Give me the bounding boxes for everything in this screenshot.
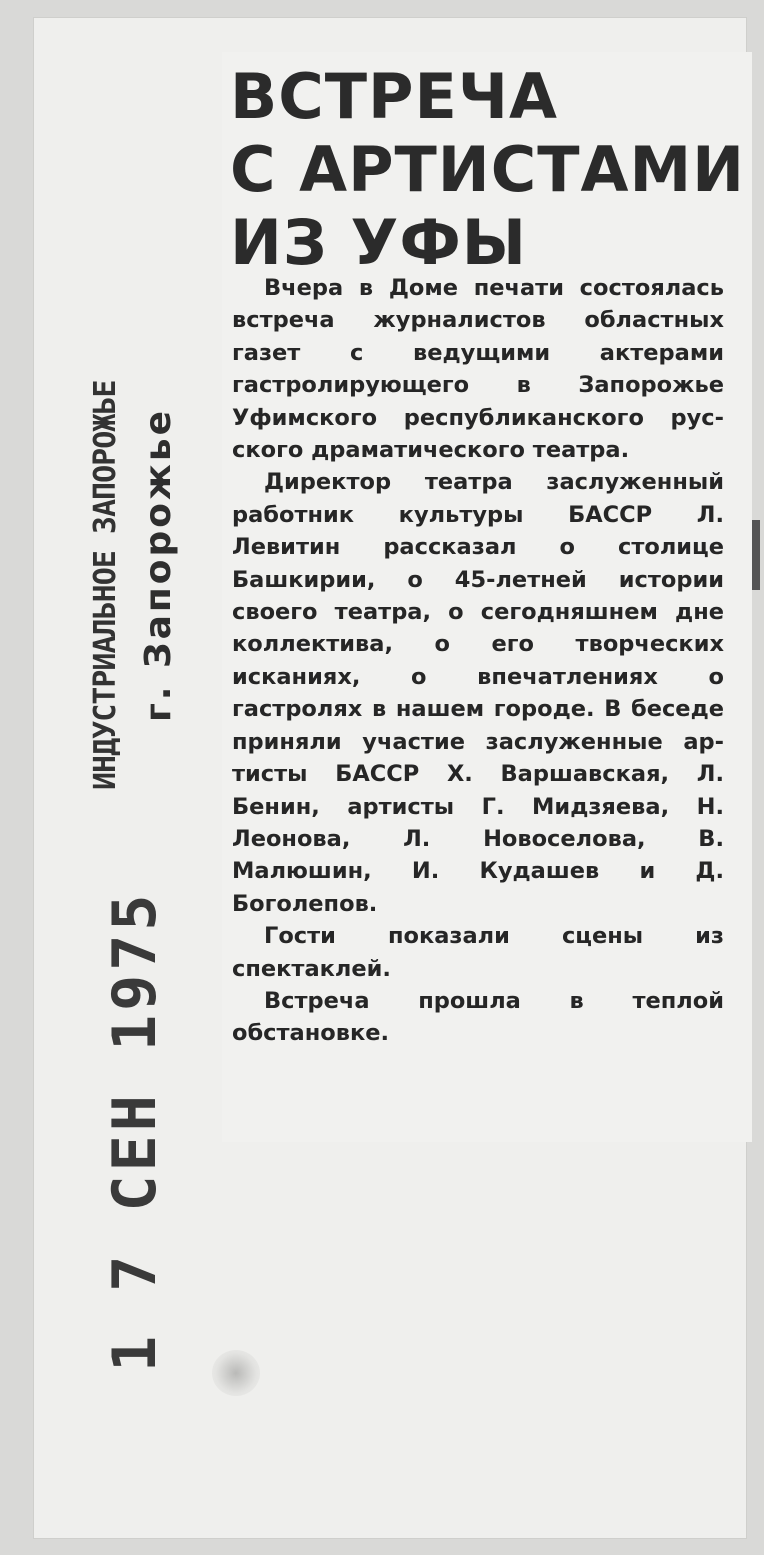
city-stamp: г. Запорожье [138, 408, 179, 722]
headline-line-2: С АРТИСТАМИ [230, 133, 746, 206]
article-paragraph-2: Директор театра заслуженный работник культуры БАССР Л. Левитин рассказал о столице Башкирии, о 45-летней истории своего театра, о сегодняшнем дне коллектива, о его творческих исканиях, о впечатлениях о гастролях в нашем городе. В беседе приняли участие заслуженные артисты БАССР Х. Варшавская, Л. Бенин, артисты Г. Мидзяева, Н. Леонова, Л. Новоселова, В. Малюшин, И. Кудашев и Д. Боголепов. [232, 469, 724, 917]
article-paragraph-3: Гости показали сцены из спектаклей. [232, 923, 724, 982]
headline-line-3: ИЗ УФЫ [230, 206, 528, 279]
date-stamp: 1 7 СЕН 1975 [100, 890, 170, 1372]
article-paragraph-4: Встреча прошла в теплой обстановке. [232, 987, 724, 1047]
ink-blot [212, 1350, 260, 1396]
article-paragraph-1: Вчера в Доме печати состоялась встреча журналистов областных газет с ведущими актерами гастролирующего в Запорожье Уфимского республиканского русского драматического театра. [232, 275, 724, 464]
newspaper-name-stamp: ИНДУСТРИАЛЬНОЕ ЗАПОРОЖЬЕ [88, 380, 123, 790]
article-body [232, 272, 724, 1050]
headline-line-1: ВСТРЕЧА [230, 60, 558, 133]
article-headline [230, 60, 750, 279]
edge-mark [752, 520, 760, 590]
